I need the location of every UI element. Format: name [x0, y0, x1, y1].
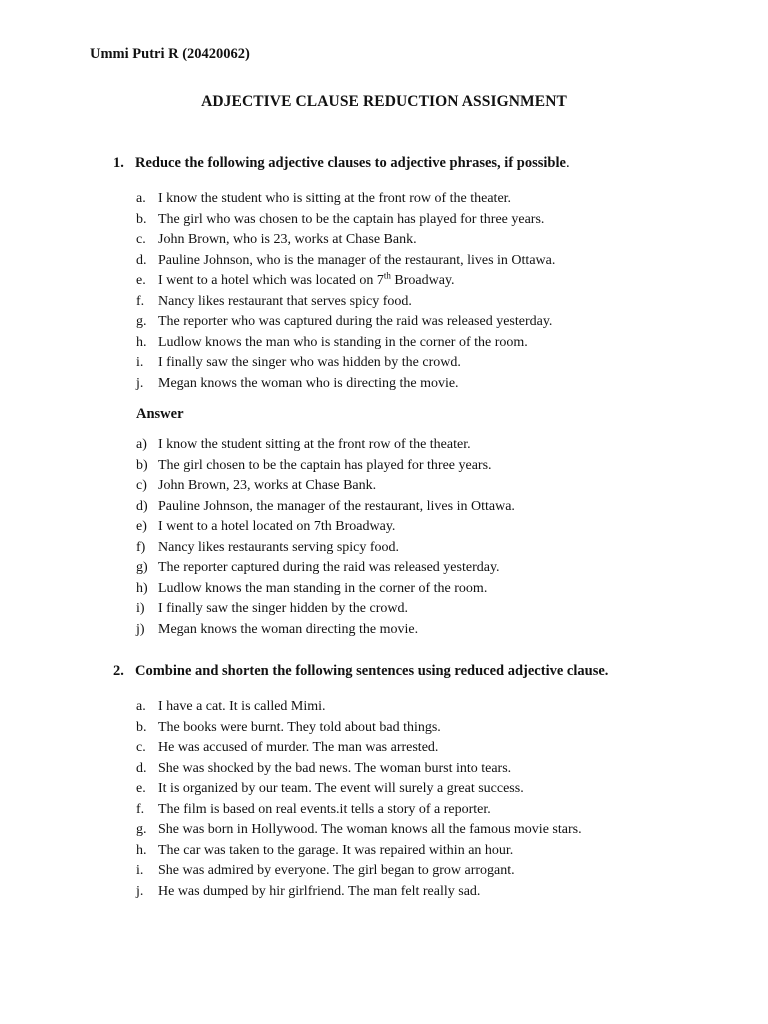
- item-marker: f): [136, 539, 146, 555]
- list-item: [136, 861, 582, 882]
- item-text: Nancy likes restaurant that serves spicy food.: [158, 293, 412, 309]
- list-item: [136, 374, 555, 395]
- item-marker: c.: [136, 740, 146, 755]
- list-item: [136, 882, 582, 903]
- item-text: The books were burnt. They told about bad things.: [158, 719, 441, 735]
- question-1-heading: [113, 155, 570, 172]
- answer-list: [136, 435, 515, 640]
- question-2-number: 2.: [113, 663, 124, 679]
- item-text: Pauline Johnson, who is the manager of the restaurant, lives in Ottawa.: [158, 252, 556, 268]
- item-text: The reporter who was captured during the raid was released yesterday.: [158, 314, 553, 329]
- question-1-number: 1.: [113, 155, 124, 171]
- item-text: Pauline Johnson, the manager of the restaurant, lives in Ottawa.: [158, 498, 515, 514]
- item-text: Ludlow knows the man who is standing in the corner of the room.: [158, 334, 528, 350]
- list-item: [136, 435, 515, 456]
- item-text: He was accused of murder. The man was arrested.: [158, 740, 439, 755]
- item-text: The girl who was chosen to be the captain has played for three years.: [158, 211, 545, 227]
- item-text: John Brown, 23, works at Chase Bank.: [158, 478, 377, 493]
- item-marker: f.: [136, 293, 145, 309]
- item-marker: j.: [136, 375, 144, 391]
- item-marker: i.: [136, 355, 144, 370]
- author-name: Ummi Putri R (20420062): [90, 46, 250, 62]
- superscript-ordinal: th: [383, 270, 391, 281]
- item-marker: j.: [136, 883, 144, 899]
- item-text: The car was taken to the garage. It was repaired within an hour.: [158, 842, 514, 858]
- item-marker: f.: [136, 801, 145, 817]
- item-marker: h): [136, 580, 148, 596]
- item-text: Nancy likes restaurants serving spicy food.: [158, 539, 400, 555]
- item-marker: g.: [136, 314, 147, 329]
- item-text: I know the student who is sitting at the front row of the theater.: [158, 191, 512, 206]
- item-marker: h.: [136, 334, 147, 350]
- question-1-list: [136, 189, 555, 394]
- item-marker: b.: [136, 211, 147, 227]
- item-marker: e.: [136, 273, 146, 288]
- item-text: He was dumped by hir girlfriend. The man felt really sad.: [158, 883, 481, 899]
- item-marker: d.: [136, 760, 147, 776]
- list-item: [136, 210, 555, 231]
- item-text: Megan knows the woman who is directing the movie.: [158, 375, 459, 391]
- list-item: [136, 271, 555, 292]
- list-item: [136, 558, 515, 579]
- list-item: [136, 230, 555, 251]
- list-item: [136, 497, 515, 518]
- item-text: The reporter captured during the raid was released yesterday.: [158, 560, 500, 575]
- item-text: I went to a hotel which was located on 7: [158, 273, 384, 288]
- list-item: [136, 312, 555, 333]
- list-item: [136, 599, 515, 620]
- item-text: Broadway.: [390, 273, 455, 288]
- list-item: [136, 718, 582, 739]
- item-marker: a): [136, 437, 147, 452]
- list-item: [136, 353, 555, 374]
- list-item: [136, 333, 555, 354]
- item-marker: e.: [136, 781, 146, 796]
- item-text: Megan knows the woman directing the movie.: [158, 621, 419, 637]
- item-text: I know the student sitting at the front row of the theater.: [158, 437, 471, 452]
- item-marker: j): [136, 621, 145, 637]
- list-item: [136, 456, 515, 477]
- item-marker: a.: [136, 699, 146, 714]
- list-item: [136, 759, 582, 780]
- list-item: [136, 251, 555, 272]
- item-marker: e): [136, 519, 147, 534]
- item-marker: i.: [136, 863, 144, 878]
- list-item: [136, 517, 515, 538]
- question-1-period: .: [565, 155, 570, 171]
- question-1-text: Reduce the following adjective clauses to adjective phrases, if possible: [135, 155, 566, 171]
- list-item: [136, 697, 582, 718]
- item-text: I went to a hotel located on 7th Broadway.: [158, 519, 396, 534]
- item-text: I finally saw the singer who was hidden by the crowd.: [158, 355, 461, 370]
- list-item: [136, 292, 555, 313]
- list-item: [136, 841, 582, 862]
- item-text: John Brown, who is 23, works at Chase Bank.: [158, 232, 417, 247]
- list-item: [136, 620, 515, 641]
- list-item: [136, 779, 582, 800]
- question-2-text: Combine and shorten the following sentences using reduced adjective clause.: [135, 663, 609, 679]
- item-text: The film is based on real events.it tells a story of a reporter.: [158, 801, 491, 817]
- item-text: I finally saw the singer hidden by the crowd.: [158, 601, 408, 616]
- item-marker: i): [136, 601, 145, 616]
- item-marker: g.: [136, 822, 147, 837]
- item-marker: c.: [136, 232, 146, 247]
- item-text: Ludlow knows the man standing in the corner of the room.: [158, 580, 488, 596]
- list-item: [136, 579, 515, 600]
- question-2-list: [136, 697, 582, 902]
- list-item: [136, 820, 582, 841]
- item-marker: a.: [136, 191, 146, 206]
- item-marker: b): [136, 457, 148, 473]
- item-text: It is organized by our team. The event will surely a great success.: [158, 781, 524, 796]
- question-2-heading: [113, 663, 608, 680]
- item-text: The girl chosen to be the captain has played for three years.: [158, 457, 492, 473]
- item-marker: d): [136, 498, 148, 514]
- item-text: She was admired by everyone. The girl began to grow arrogant.: [158, 863, 515, 878]
- item-text: I have a cat. It is called Mimi.: [158, 699, 326, 714]
- answer-heading: Answer: [136, 406, 184, 422]
- list-item: [136, 738, 582, 759]
- item-marker: c): [136, 478, 147, 493]
- item-marker: g): [136, 560, 148, 575]
- item-marker: b.: [136, 719, 147, 735]
- list-item: [136, 476, 515, 497]
- item-marker: h.: [136, 842, 147, 858]
- list-item: [136, 538, 515, 559]
- item-marker: d.: [136, 252, 147, 268]
- list-item: [136, 189, 555, 210]
- list-item: [136, 800, 582, 821]
- item-text: She was shocked by the bad news. The woman burst into tears.: [158, 760, 512, 776]
- item-text: She was born in Hollywood. The woman knows all the famous movie stars.: [158, 822, 582, 837]
- document-title: ADJECTIVE CLAUSE REDUCTION ASSIGNMENT: [201, 93, 567, 110]
